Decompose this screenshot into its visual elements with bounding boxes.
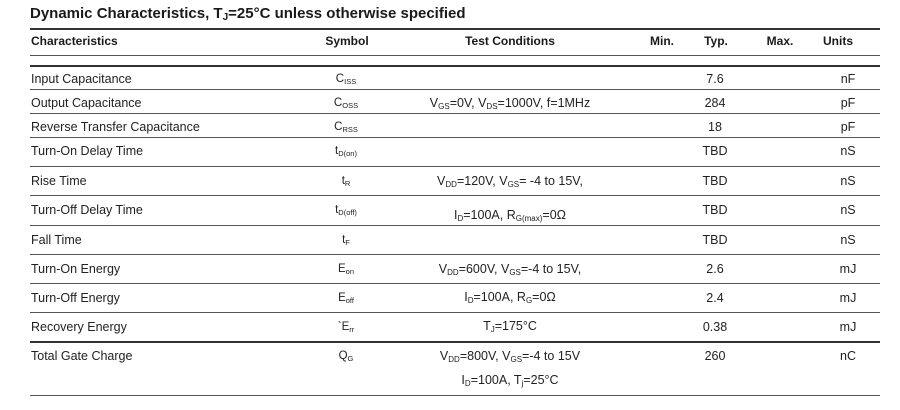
row-symbol: $t_F$ xyxy=(342,234,350,247)
row-characteristic: Input Capacitance xyxy=(31,72,132,86)
row-typ-value: TBD xyxy=(702,203,728,217)
row-symbol: $C_{RSS}$ xyxy=(334,121,358,134)
body-top-rule xyxy=(30,65,880,67)
row-unit: nC xyxy=(840,349,856,363)
condition-energy-2: $I_D=100A$, $R_G=0\Omega$ xyxy=(464,290,556,305)
condition-switching-2: $I_D=100A$, $R_{G(max)}=0\Omega$ xyxy=(453,208,567,223)
row-typ-value: TBD xyxy=(702,144,728,158)
row-characteristic: Turn-Off Delay Time xyxy=(31,203,143,217)
row-typ-value: TBD xyxy=(702,233,728,247)
row-divider xyxy=(30,283,880,284)
header-symbol: Symbol xyxy=(325,34,369,48)
header-typ: Typ. xyxy=(704,34,728,48)
condition-capacitance: $V_{GS}=0V$, $V_{DS}=1000V$, f=1MHz xyxy=(429,96,591,111)
header-units: Units xyxy=(823,34,853,48)
row-divider xyxy=(30,312,880,313)
row-unit: mJ xyxy=(839,291,857,305)
row-characteristic: Reverse Transfer Capacitance xyxy=(31,120,200,134)
row-symbol: $t_{D(on)}$ xyxy=(335,145,357,158)
table-top-rule xyxy=(30,28,880,30)
row-typ-value: 2.6 xyxy=(706,262,724,276)
condition-switching-1: $V_{DD}=120V$, $V_{GS}= -4$ to 15V, xyxy=(437,174,583,189)
row-characteristic: Rise Time xyxy=(31,174,87,188)
row-typ-value: 284 xyxy=(704,96,726,110)
condition-energy-3: $T_J=175^\circ C$ xyxy=(483,319,537,334)
row-divider xyxy=(30,137,880,138)
row-divider xyxy=(30,89,880,90)
row-unit: pF xyxy=(840,120,856,134)
row-typ-value: 2.4 xyxy=(706,291,724,305)
row-characteristic: Turn-On Delay Time xyxy=(31,144,144,158)
row-typ-value: 7.6 xyxy=(706,72,724,86)
row-characteristic: Turn-On Energy xyxy=(31,262,121,276)
row-characteristic: Fall Time xyxy=(31,233,82,247)
section-title: Dynamic Characteristics, $T_J=25^\circ C$ unless otherwise specified xyxy=(30,5,466,23)
row-divider xyxy=(30,341,880,343)
header-rule xyxy=(30,55,880,56)
header-min: Min. xyxy=(650,34,674,48)
row-unit: nS xyxy=(840,233,856,247)
row-unit: mJ xyxy=(839,262,857,276)
row-unit: nS xyxy=(840,174,856,188)
row-unit: nF xyxy=(840,72,856,86)
row-symbol: $C_{OSS}$ xyxy=(333,97,359,110)
row-characteristic: Output Capacitance xyxy=(31,96,142,110)
row-typ-value: 260 xyxy=(704,349,726,363)
row-typ-value: 0.38 xyxy=(702,320,728,334)
row-divider xyxy=(30,113,880,114)
header-characteristics: Characteristics xyxy=(31,34,118,48)
row-divider xyxy=(30,254,880,255)
row-symbol: $Q_G$ xyxy=(338,350,354,363)
row-typ-value: 18 xyxy=(708,120,722,134)
row-divider xyxy=(30,195,880,196)
row-characteristic: Turn-Off Energy xyxy=(31,291,120,305)
row-symbol: $E_{off}$ xyxy=(338,292,354,305)
row-divider xyxy=(30,166,880,167)
header-max: Max. xyxy=(766,34,794,48)
row-symbol: $C_{ISS}$ xyxy=(335,73,357,86)
row-unit: nS xyxy=(840,144,856,158)
header-test-conditions: Test Conditions xyxy=(465,34,555,48)
row-characteristic: Recovery Energy xyxy=(31,320,127,334)
row-unit: nS xyxy=(840,203,856,217)
row-symbol: $`E_{rr}$ xyxy=(337,321,355,334)
condition-gate-charge-2: $I_D=100A$, $T_j=25^\circ C$ xyxy=(461,373,559,388)
row-typ-value: TBD xyxy=(702,174,728,188)
row-symbol: $t_{D(off)}$ xyxy=(335,204,357,217)
row-characteristic: Total Gate Charge xyxy=(31,349,133,363)
row-unit: pF xyxy=(840,96,856,110)
row-symbol: $t_R$ xyxy=(341,175,351,188)
row-symbol: $E_{on}$ xyxy=(337,263,355,276)
row-divider xyxy=(30,395,880,396)
condition-energy-1: $V_{DD}=600V$, $V_{GS}=-4$ to 15V, xyxy=(438,262,582,277)
row-unit: mJ xyxy=(839,320,857,334)
row-divider xyxy=(30,225,880,226)
condition-gate-charge-1: $V_{DD}=800V$, $V_{GS}=-4$ to 15V xyxy=(439,349,581,364)
